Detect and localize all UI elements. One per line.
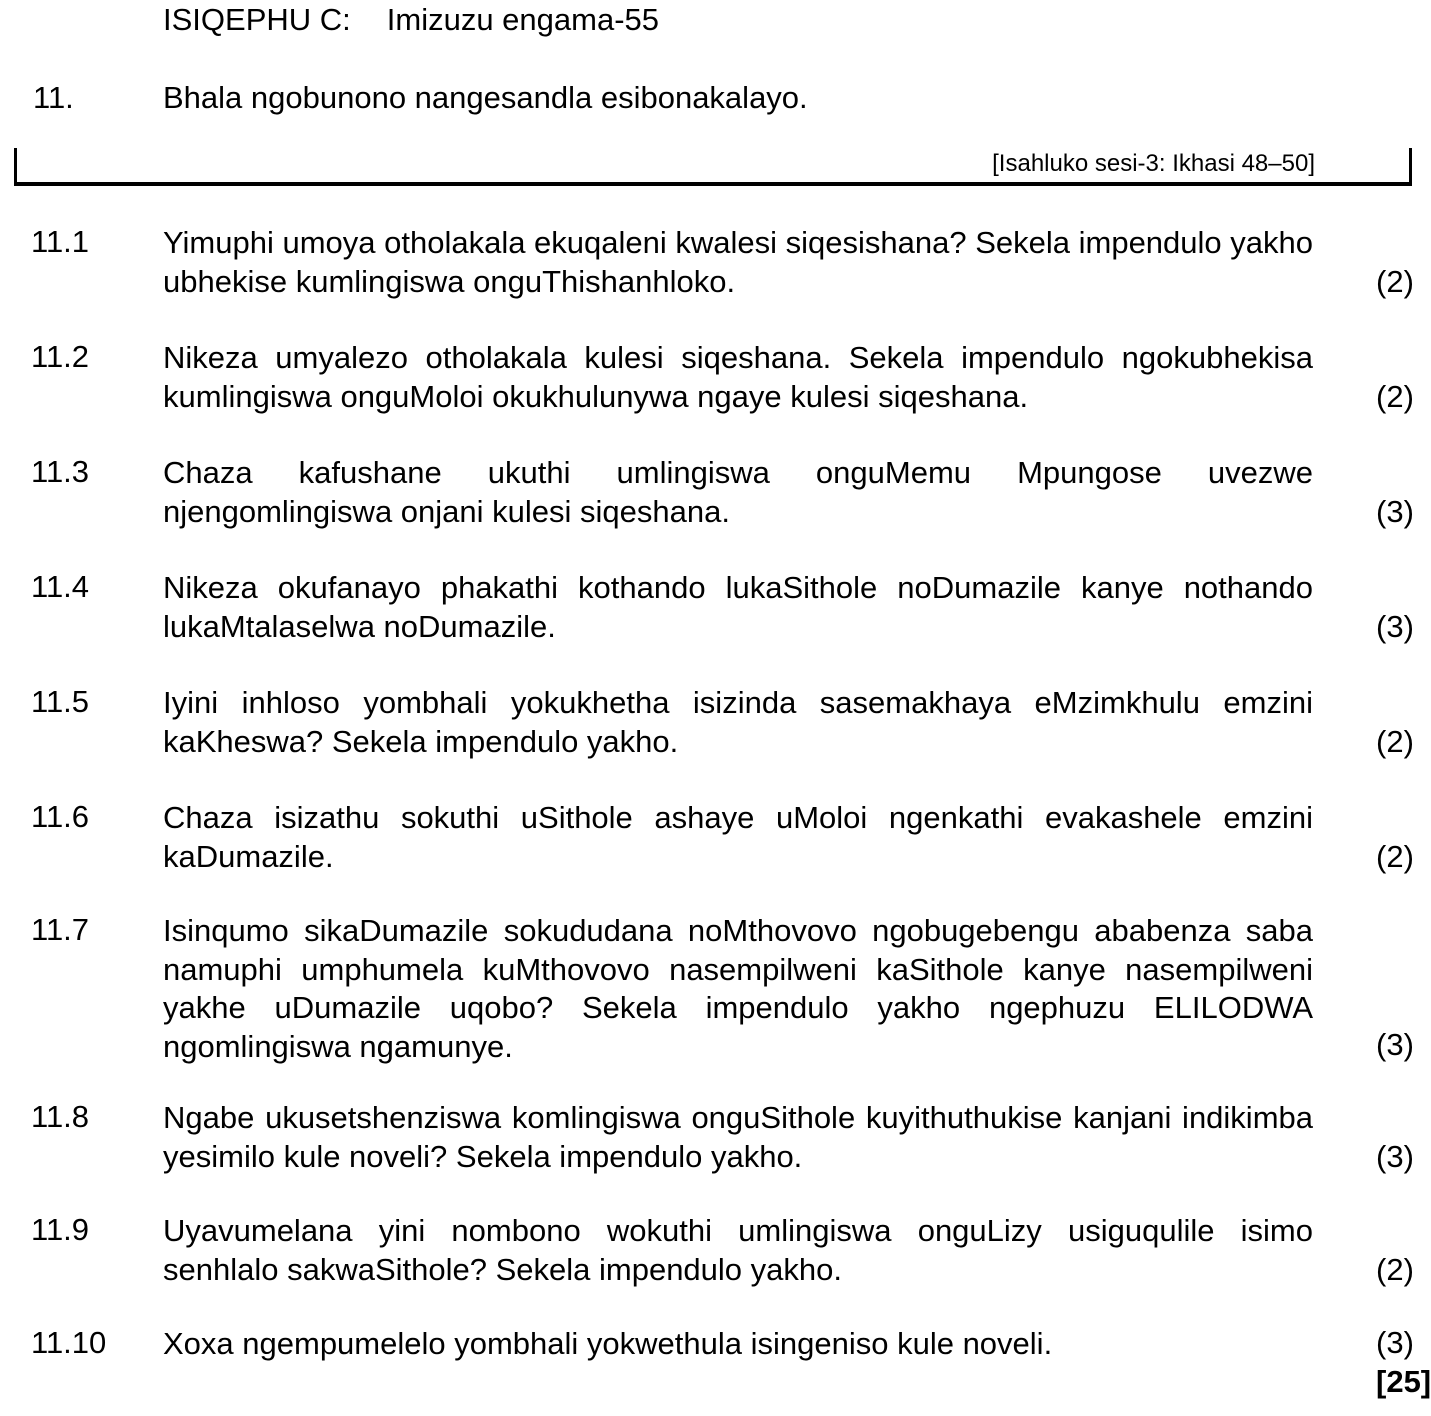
question-number: 11.7	[31, 912, 90, 947]
question-number: 11.3	[31, 454, 90, 489]
section-time: Imizuzu engama-55	[386, 2, 660, 37]
chapter-reference: [Isahluko sesi-3: Ikhasi 48–50]	[992, 150, 1315, 177]
question-number: 11.10	[31, 1325, 107, 1360]
question-marks: (3)	[1376, 1027, 1414, 1062]
question-number: 11.2	[31, 339, 90, 374]
question-text: Ngabe ukusetshenziswa komlingiswa onguSithole kuyithuthukise kanjani indikimba yesimilo kule noveli? Sekela impendulo yakho.	[163, 1100, 1313, 1174]
section-label: ISIQEPHU C:	[163, 2, 351, 37]
question-marks: (2)	[1376, 724, 1414, 759]
reference-box	[14, 148, 1412, 186]
question-text: Iyini inhloso yombhali yokukhetha isizinda sasemakhaya eMzimkhulu emzini kaKheswa? Sekela impendulo yakho.	[163, 685, 1313, 759]
question-marks: (3)	[1376, 1139, 1414, 1174]
total-marks: [25]	[1376, 1364, 1431, 1399]
section-header	[163, 2, 659, 38]
question-marks: (2)	[1376, 839, 1414, 874]
question-number: 11.5	[31, 684, 90, 719]
question-marks: (2)	[1376, 264, 1414, 299]
question-text: Nikeza umyalezo otholakala kulesi siqeshana. Sekela impendulo ngokubhekisa kumlingiswa onguMoloi okukhulunywa ngaye kulesi siqeshana.	[163, 340, 1313, 414]
main-question-instruction: Bhala ngobunono nangesandla esibonakalayo.	[163, 80, 808, 115]
main-question-number: 11.	[33, 80, 74, 115]
question-marks: (2)	[1376, 379, 1414, 414]
question-text: Xoxa ngempumelelo yombhali yokwethula isingeniso kule noveli.	[163, 1326, 1053, 1361]
question-text: Isinqumo sikaDumazile sokududana noMthovovo ngobugebengu ababenza saba namuphi umphumela kuMthovovo nasempilweni kaSithole kanye nasempilweni yakhe uDumazile uqobo? Sekela impendulo yakho ngephuzu ELILODWA ngomlingiswa ngamunye.	[163, 913, 1313, 1064]
question-text: Uyavumelana yini nombono wokuthi umlingiswa onguLizy usiguqulile isimo senhlalo sakwaSithole? Sekela impendulo yakho.	[163, 1213, 1313, 1287]
question-number: 11.8	[31, 1099, 90, 1134]
question-marks: (3)	[1376, 494, 1414, 529]
question-marks: (3)	[1376, 1325, 1414, 1360]
question-text: Chaza isizathu sokuthi uSithole ashaye uMoloi ngenkathi evakashele emzini kaDumazile.	[163, 800, 1313, 874]
question-number: 11.4	[31, 569, 90, 604]
question-text: Nikeza okufanayo phakathi kothando lukaSithole noDumazile kanye nothando lukaMtalaselwa noDumazile.	[163, 570, 1313, 644]
question-number: 11.6	[31, 799, 90, 834]
question-text: Yimuphi umoya otholakala ekuqaleni kwalesi siqesishana? Sekela impendulo yakho ubhekise kumlingiswa onguThishanhloko.	[163, 225, 1313, 299]
question-marks: (3)	[1376, 609, 1414, 644]
question-marks: (2)	[1376, 1252, 1414, 1287]
question-number: 11.1	[31, 224, 90, 259]
question-text: Chaza kafushane ukuthi umlingiswa onguMemu Mpungose uvezwe njengomlingiswa onjani kulesi siqeshana.	[163, 455, 1313, 529]
question-number: 11.9	[31, 1212, 90, 1247]
